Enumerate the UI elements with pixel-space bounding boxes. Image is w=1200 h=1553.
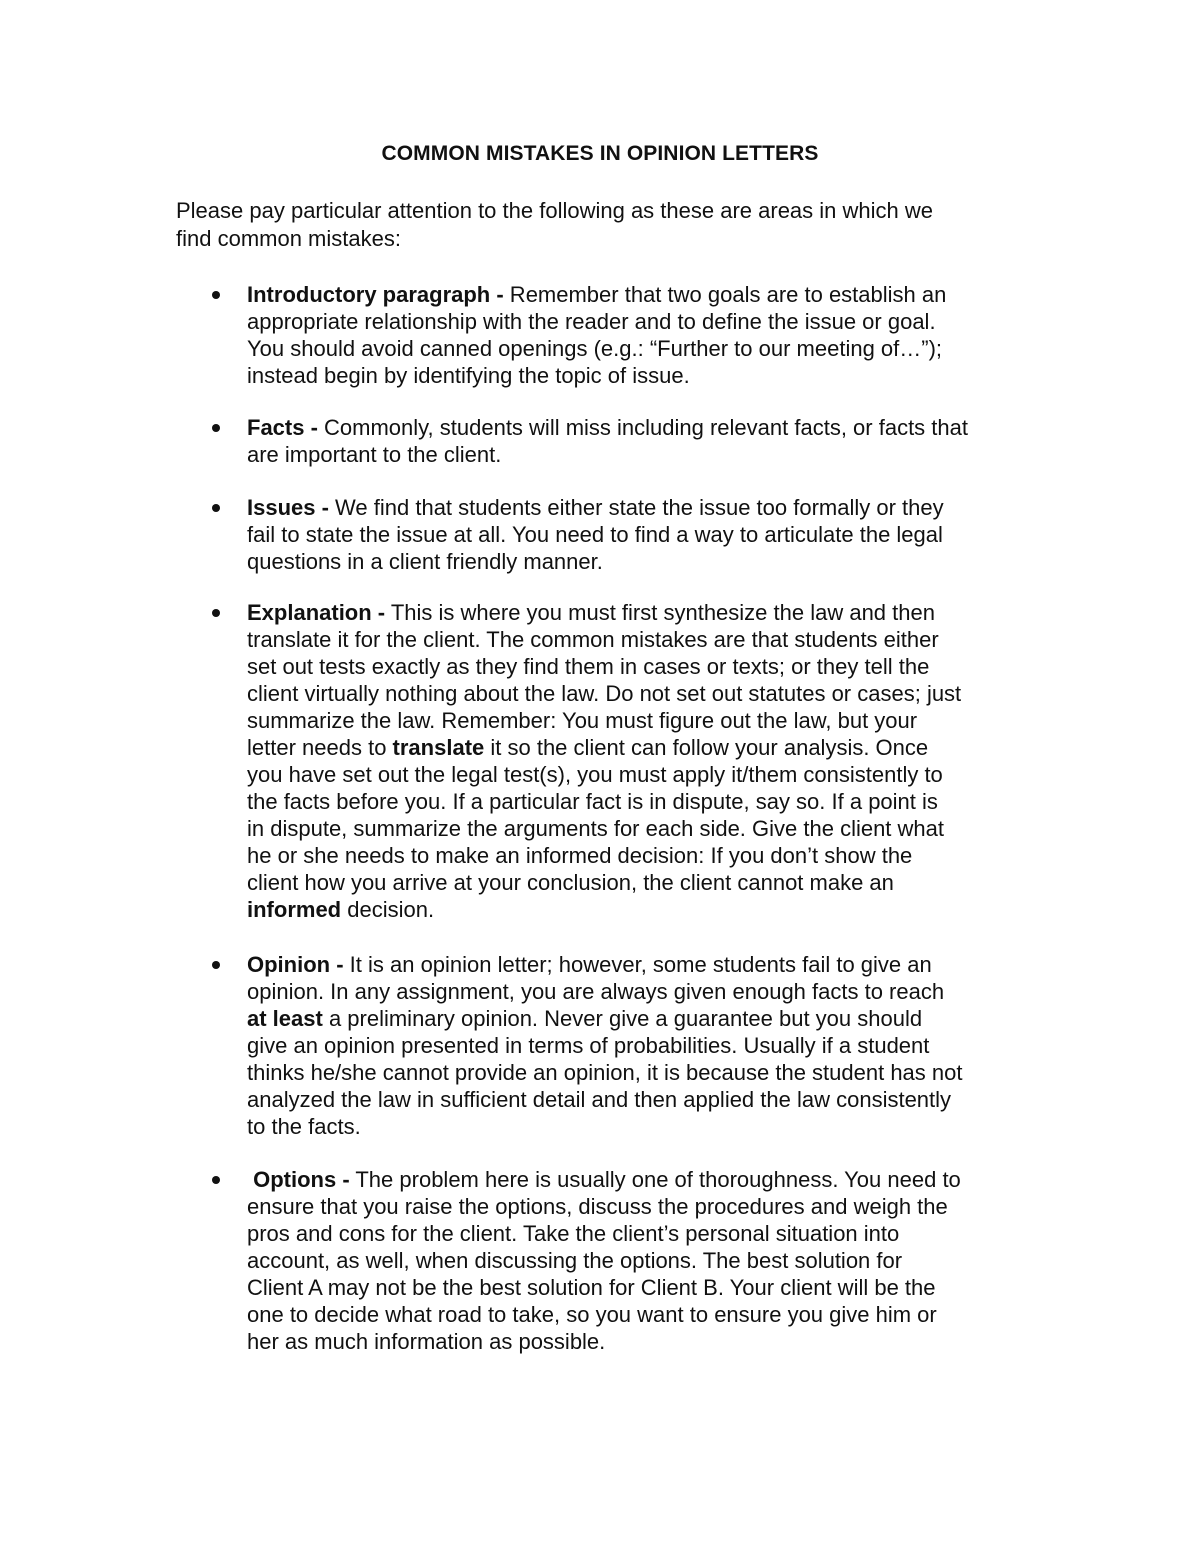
item-line: You should avoid canned openings (e.g.: “Further to our meeting of…”); bbox=[247, 336, 943, 361]
item-line: client how you arrive at your conclusion, the client cannot make an bbox=[247, 870, 894, 895]
item-line: fail to state the issue at all. You need to find a way to articulate the legal bbox=[247, 522, 943, 547]
item-line: letter needs to translate it so the client can follow your analysis. Once bbox=[247, 735, 929, 760]
item-label: Introductory paragraph - bbox=[247, 282, 504, 307]
item-line: you have set out the legal test(s), you must apply it/them consistently to bbox=[247, 762, 943, 787]
item-line: Facts - Commonly, students will miss including relevant facts, or facts that bbox=[247, 415, 968, 440]
item-line: questions in a client friendly manner. bbox=[247, 549, 603, 574]
item-line: appropriate relationship with the reader and to define the issue or goal. bbox=[247, 309, 936, 334]
item-line: client virtually nothing about the law. Do not set out statutes or cases; just bbox=[247, 681, 962, 706]
emphasis-text: translate bbox=[392, 735, 485, 760]
item-label: Explanation - bbox=[247, 600, 386, 625]
bullet-icon bbox=[212, 1176, 220, 1184]
item-line: informed decision. bbox=[247, 897, 435, 922]
emphasis-text: at least bbox=[247, 1006, 323, 1031]
item-line: one to decide what road to take, so you want to ensure you give him or bbox=[247, 1302, 937, 1327]
item-line: opinion. In any assignment, you are always given enough facts to reach bbox=[247, 979, 945, 1004]
item-line: Opinion - It is an opinion letter; however, some students fail to give an bbox=[247, 952, 932, 977]
bullet-icon bbox=[212, 504, 220, 512]
item-line: pros and cons for the client. Take the client’s personal situation into bbox=[247, 1221, 900, 1246]
item-line: the facts before you. If a particular fact is in dispute, say so. If a point is bbox=[247, 789, 938, 814]
item-line: summarize the law. Remember: You must figure out the law, but your bbox=[247, 708, 918, 733]
item-line: her as much information as possible. bbox=[247, 1329, 606, 1354]
item-line: he or she needs to make an informed decision: If you don’t show the bbox=[247, 843, 913, 868]
item-line: to the facts. bbox=[247, 1114, 361, 1139]
bullet-icon bbox=[212, 961, 220, 969]
item-line: set out tests exactly as they find them in cases or texts; or they tell the bbox=[247, 654, 930, 679]
bullet-icon bbox=[212, 291, 220, 299]
intro-line: find common mistakes: bbox=[176, 226, 401, 251]
item-line: translate it for the client. The common mistakes are that students either bbox=[247, 627, 939, 652]
bullet-icon bbox=[212, 424, 220, 432]
item-line: account, as well, when discussing the options. The best solution for bbox=[247, 1248, 903, 1273]
item-line: Client A may not be the best solution for Client B. Your client will be the bbox=[247, 1275, 936, 1300]
intro-paragraph bbox=[176, 197, 1036, 253]
item-line: thinks he/she cannot provide an opinion, it is because the student has not bbox=[247, 1060, 963, 1085]
item-line: ensure that you raise the options, discuss the procedures and weigh the bbox=[247, 1194, 948, 1219]
item-line: in dispute, summarize the arguments for each side. Give the client what bbox=[247, 816, 945, 841]
item-label: Opinion - bbox=[247, 952, 344, 977]
document-title: COMMON MISTAKES IN OPINION LETTERS bbox=[381, 142, 819, 165]
item-line: instead begin by identifying the topic of issue. bbox=[247, 363, 690, 388]
item-line: give an opinion presented in terms of probabilities. Usually if a student bbox=[247, 1033, 930, 1058]
item-label: Issues - bbox=[247, 495, 329, 520]
emphasis-text: informed bbox=[247, 897, 342, 922]
item-label: Options - bbox=[247, 1167, 350, 1192]
item-line: Options - The problem here is usually one of thoroughness. You need to bbox=[247, 1167, 961, 1192]
item-line: at least a preliminary opinion. Never give a guarantee but you should bbox=[247, 1006, 923, 1031]
item-line: Issues - We find that students either state the issue too formally or they bbox=[247, 495, 944, 520]
item-line: Explanation - This is where you must first synthesize the law and then bbox=[247, 600, 935, 625]
item-line: Introductory paragraph - Remember that two goals are to establish an bbox=[247, 282, 947, 307]
item-label: Facts - bbox=[247, 415, 318, 440]
item-line: are important to the client. bbox=[247, 442, 502, 467]
item-line: analyzed the law in sufficient detail and then applied the law consistently bbox=[247, 1087, 952, 1112]
intro-line: Please pay particular attention to the following as these are areas in which we bbox=[176, 198, 933, 223]
bullet-icon bbox=[212, 609, 220, 617]
